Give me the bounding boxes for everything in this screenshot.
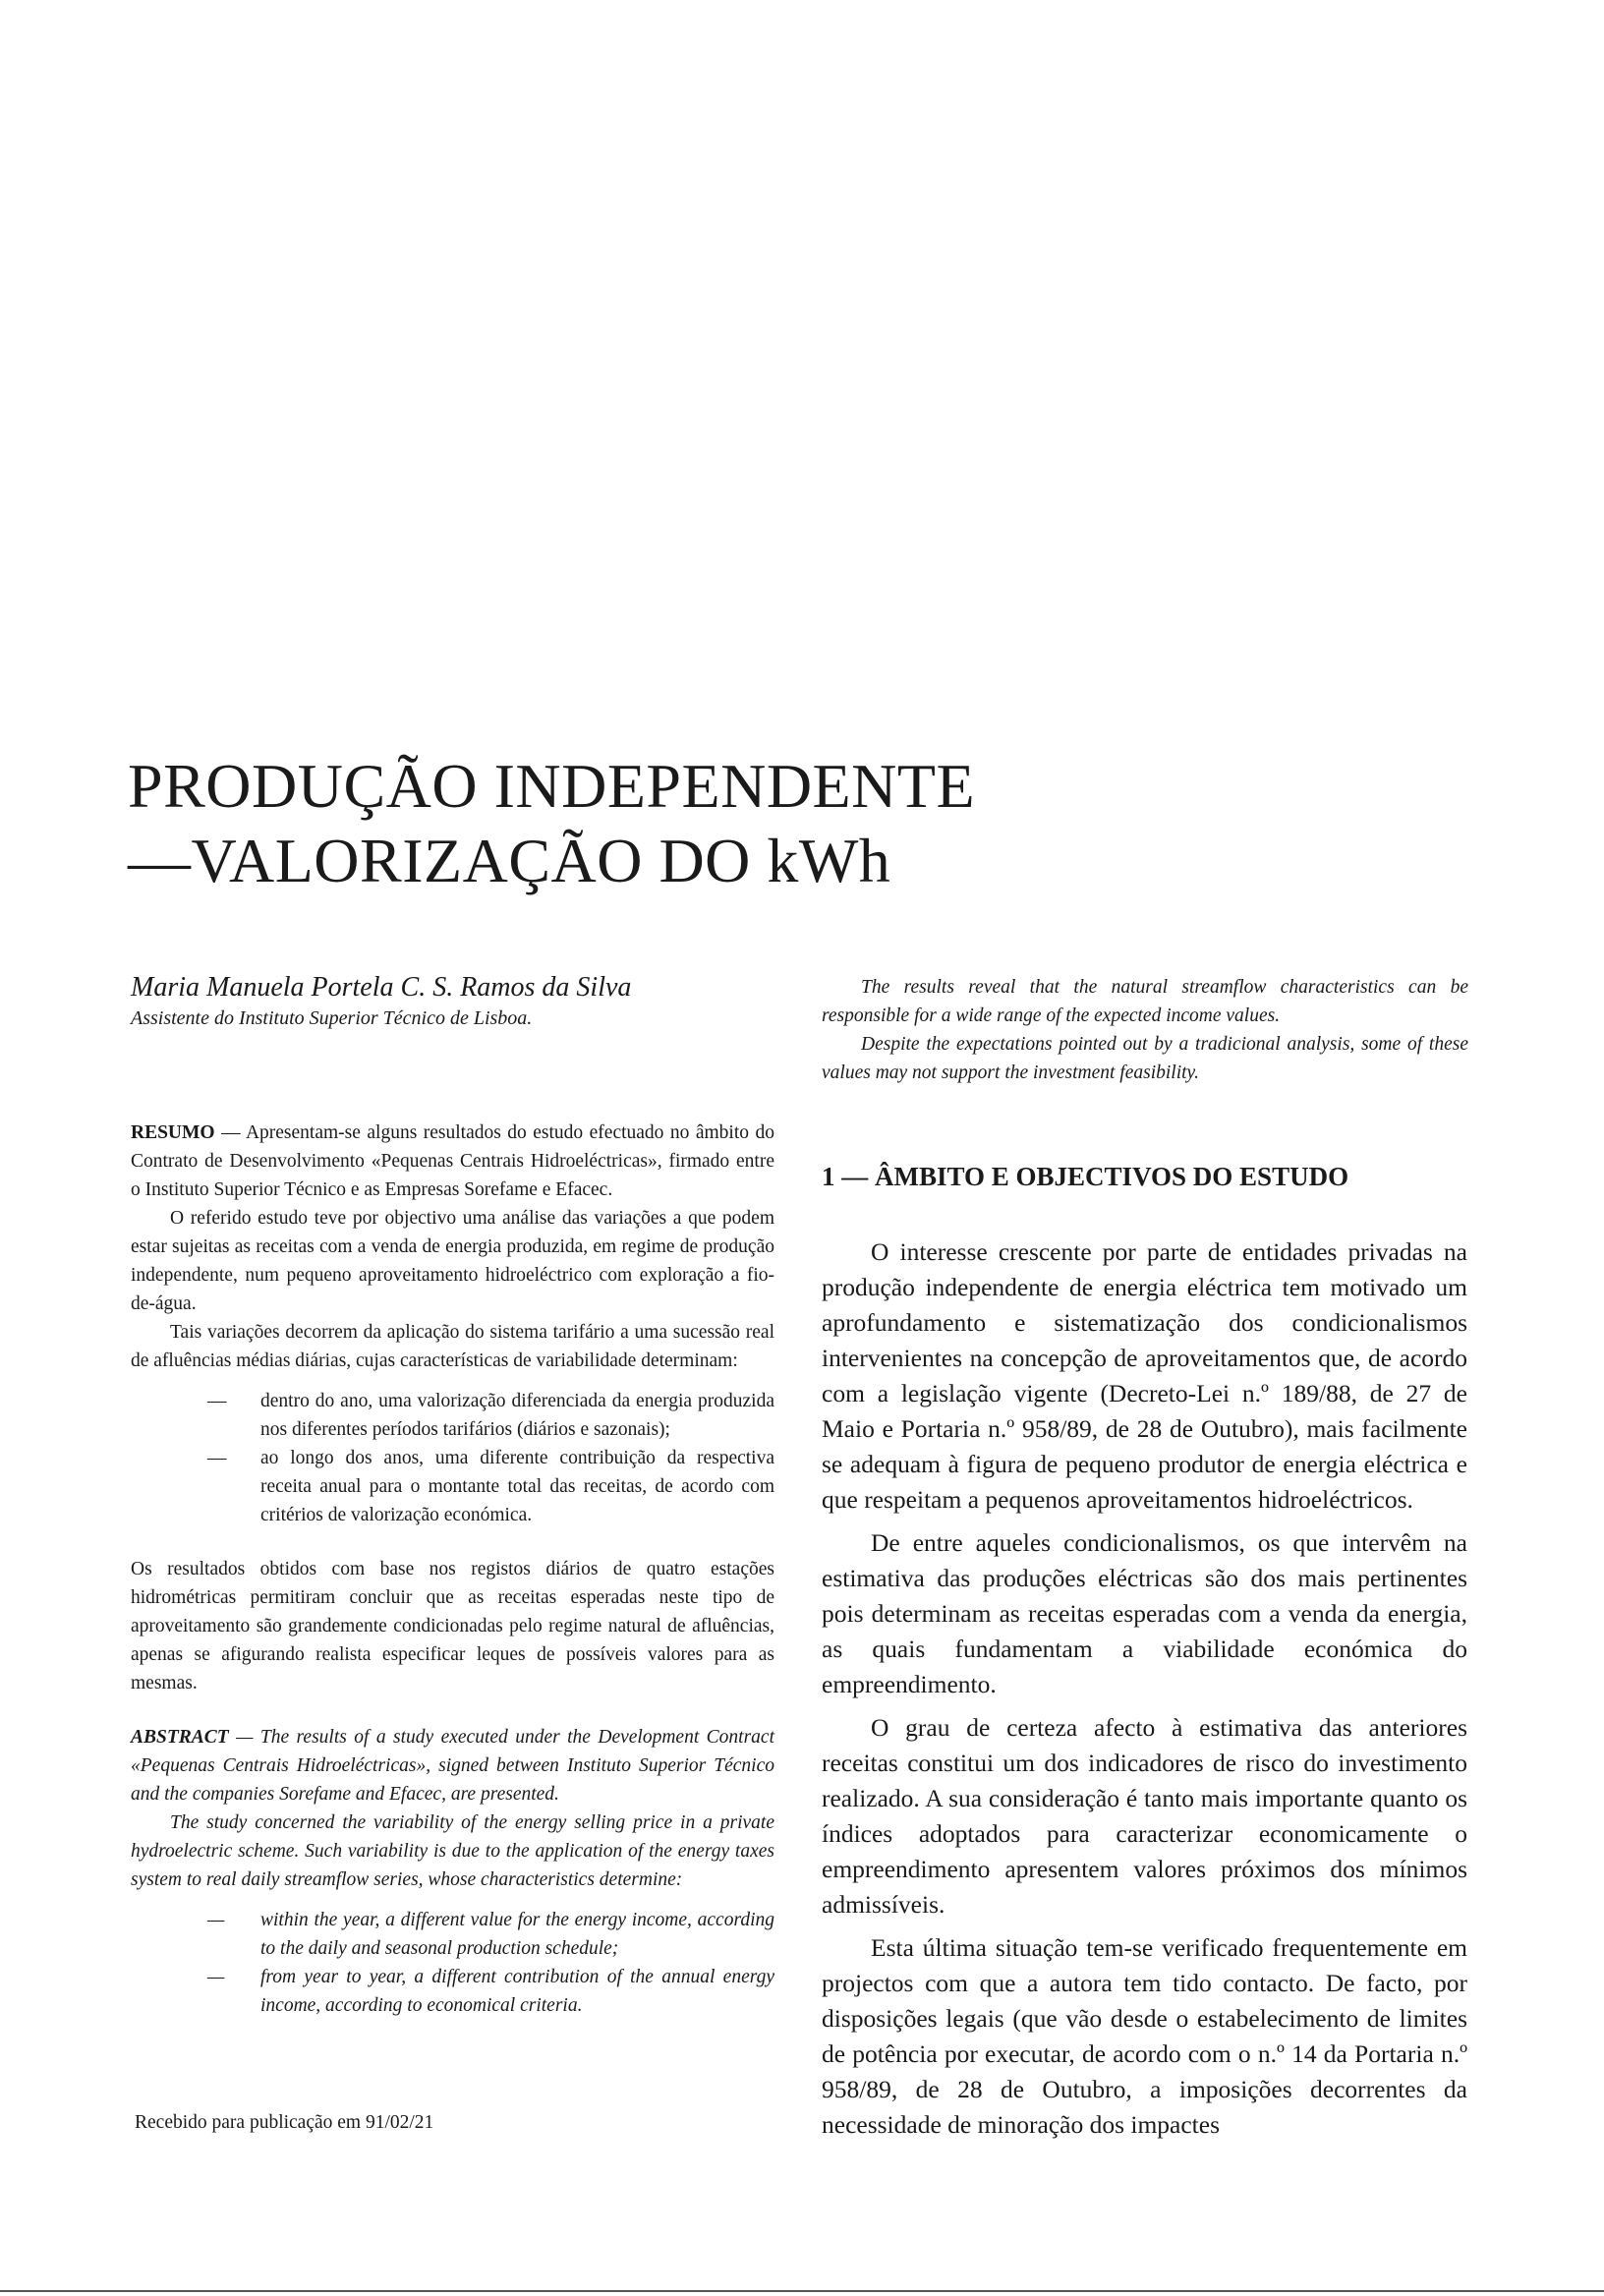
resumo-paragraph-2: O referido estudo teve por objectivo uma análise das variações a que podem estar sujeitas as receitas com a venda de energia produzida, em regime de produção independente, num pequeno aproveitamento hidroeléctrico com exploração a fio-de-água. xyxy=(131,1208,774,1314)
resumo-paragraph-3: Tais variações decorrem da aplicação do sistema tarifário a uma sucessão real de afluências médias diárias, cujas características de variabilidade determinam: xyxy=(131,1322,774,1371)
author-name: Maria Manuela Portela C. S. Ramos da Silva xyxy=(131,972,632,1003)
section-paragraph-4: Esta última situação tem-se verificado frequentemente em projectos com que a autora tem tido contacto. De facto, por disposições legais (que vão desde o estabelecimento de limites de potência por executar, de acordo com o n.º 14 da Portaria n.º 958/89, de 28 de Outubro, a imposições decorrentes da necessidade de minoração dos impactes xyxy=(822,1933,1467,2139)
section-paragraph-3: O grau de certeza afecto à estimativa das anteriores receitas constitui um dos indicadores de risco do investimento realizado. A sua consideração é tanto mais importante quanto os índices adoptados para caracterizar economicamente o empreendimento apresentem valores próximos dos mínimos admissíveis. xyxy=(822,1713,1467,1919)
resumo-paragraph-4: Os resultados obtidos com base nos registos diários de quatro estações hidrométricas permitiram concluir que as receitas esperadas neste tipo de aproveitamento são grandemente condicionadas pelo regime natural de afluências, apenas se afigurando realista especificar leques de possíveis valores para as mesmas. xyxy=(131,1559,774,1693)
left-column xyxy=(131,1119,774,2020)
author-block xyxy=(131,971,760,1032)
resumo-list-item: — ao longo dos anos, uma diferente contribuição da respectiva receita anual para o montante total das receitas, de acordo com critérios de valorização económica. xyxy=(131,1444,774,1529)
resumo-paragraph-1 xyxy=(131,1119,774,1204)
abstract-paragraph-4: Despite the expectations pointed out by a tradicional analysis, some of these values may not support the investment feasibility. xyxy=(822,1034,1468,1083)
title-line-2: —VALORIZAÇÃO DO kWh xyxy=(128,826,891,895)
section-body xyxy=(822,1234,1467,2143)
abstract-continuation xyxy=(822,973,1468,1087)
section-heading: 1 — ÂMBITO E OBJECTIVOS DO ESTUDO xyxy=(822,1162,1349,1191)
section-paragraph-1: O interesse crescente por parte de entidades privadas na produção independente de energia eléctrica tem motivado um aprofundamento e sistematização dos condicionalismos intervenientes na concepção de aproveitamentos que, de acordo com a legislação vigente (Decreto-Lei n.º 189/88, de 27 de Maio e Portaria n.º 958/89, de 28 de Outubro), mais facilmente se adequam à figura de pequeno produtor de energia eléctrica e que respeitam a pequenos aproveitamentos hidroeléctricos. xyxy=(822,1237,1467,1514)
resumo-text-1: — Apresentam-se alguns resultados do estudo efectuado no âmbito do Contrato de Desenvolvimento «Pequenas Centrais Hidroeléctricas», firmado entre o Instituto Superior Técnico e as Empresas Sorefame e Efacec. xyxy=(131,1122,774,1200)
page-bottom-rule xyxy=(0,2290,1604,2292)
abstract-list-item: — within the year, a different value for the energy income, according to the daily and seasonal production schedule; xyxy=(131,1906,774,1963)
abstract-paragraph-1 xyxy=(131,1723,774,1808)
abstract-text-1: — The results of a study executed under the Development Contract «Pequenas Centrais Hidroeléctricas», signed between Instituto Superior Técnico and the companies Sorefame and Efacec, are presented. xyxy=(131,1727,774,1805)
abstract-label: ABSTRACT xyxy=(131,1727,229,1748)
author-affiliation: Assistente do Instituto Superior Técnico de Lisboa. xyxy=(131,1007,533,1029)
resumo-list xyxy=(131,1387,774,1529)
title-line-1: PRODUÇÃO INDEPENDENTE xyxy=(128,751,976,821)
received-date: Recebido para publicação em 91/02/21 xyxy=(135,2112,434,2133)
abstract-list-item: — from year to year, a different contribution of the annual energy income, according to economical criteria. xyxy=(131,1963,774,2020)
abstract-list xyxy=(131,1906,774,2020)
resumo-label: RESUMO xyxy=(131,1122,215,1143)
section-paragraph-2: De entre aqueles condicionalismos, os que intervêm na estimativa das produções eléctricas são dos mais pertinentes pois determinam as receitas esperadas com a venda da energia, as quais fundamentam a viabilidade económica do empreendimento. xyxy=(822,1528,1467,1698)
article-title xyxy=(128,749,975,898)
resumo-list-item: — dentro do ano, uma valorização diferenciada da energia produzida nos diferentes períodos tarifários (diários e sazonais); xyxy=(131,1387,774,1444)
abstract-paragraph-3: The results reveal that the natural streamflow characteristics can be responsible for a wide range of the expected income values. xyxy=(822,977,1468,1026)
abstract-paragraph-2: The study concerned the variability of the energy selling price in a private hydroelectric scheme. Such variability is due to the application of the energy taxes system to real daily streamflow series, whose characteristics determine: xyxy=(131,1812,774,1890)
